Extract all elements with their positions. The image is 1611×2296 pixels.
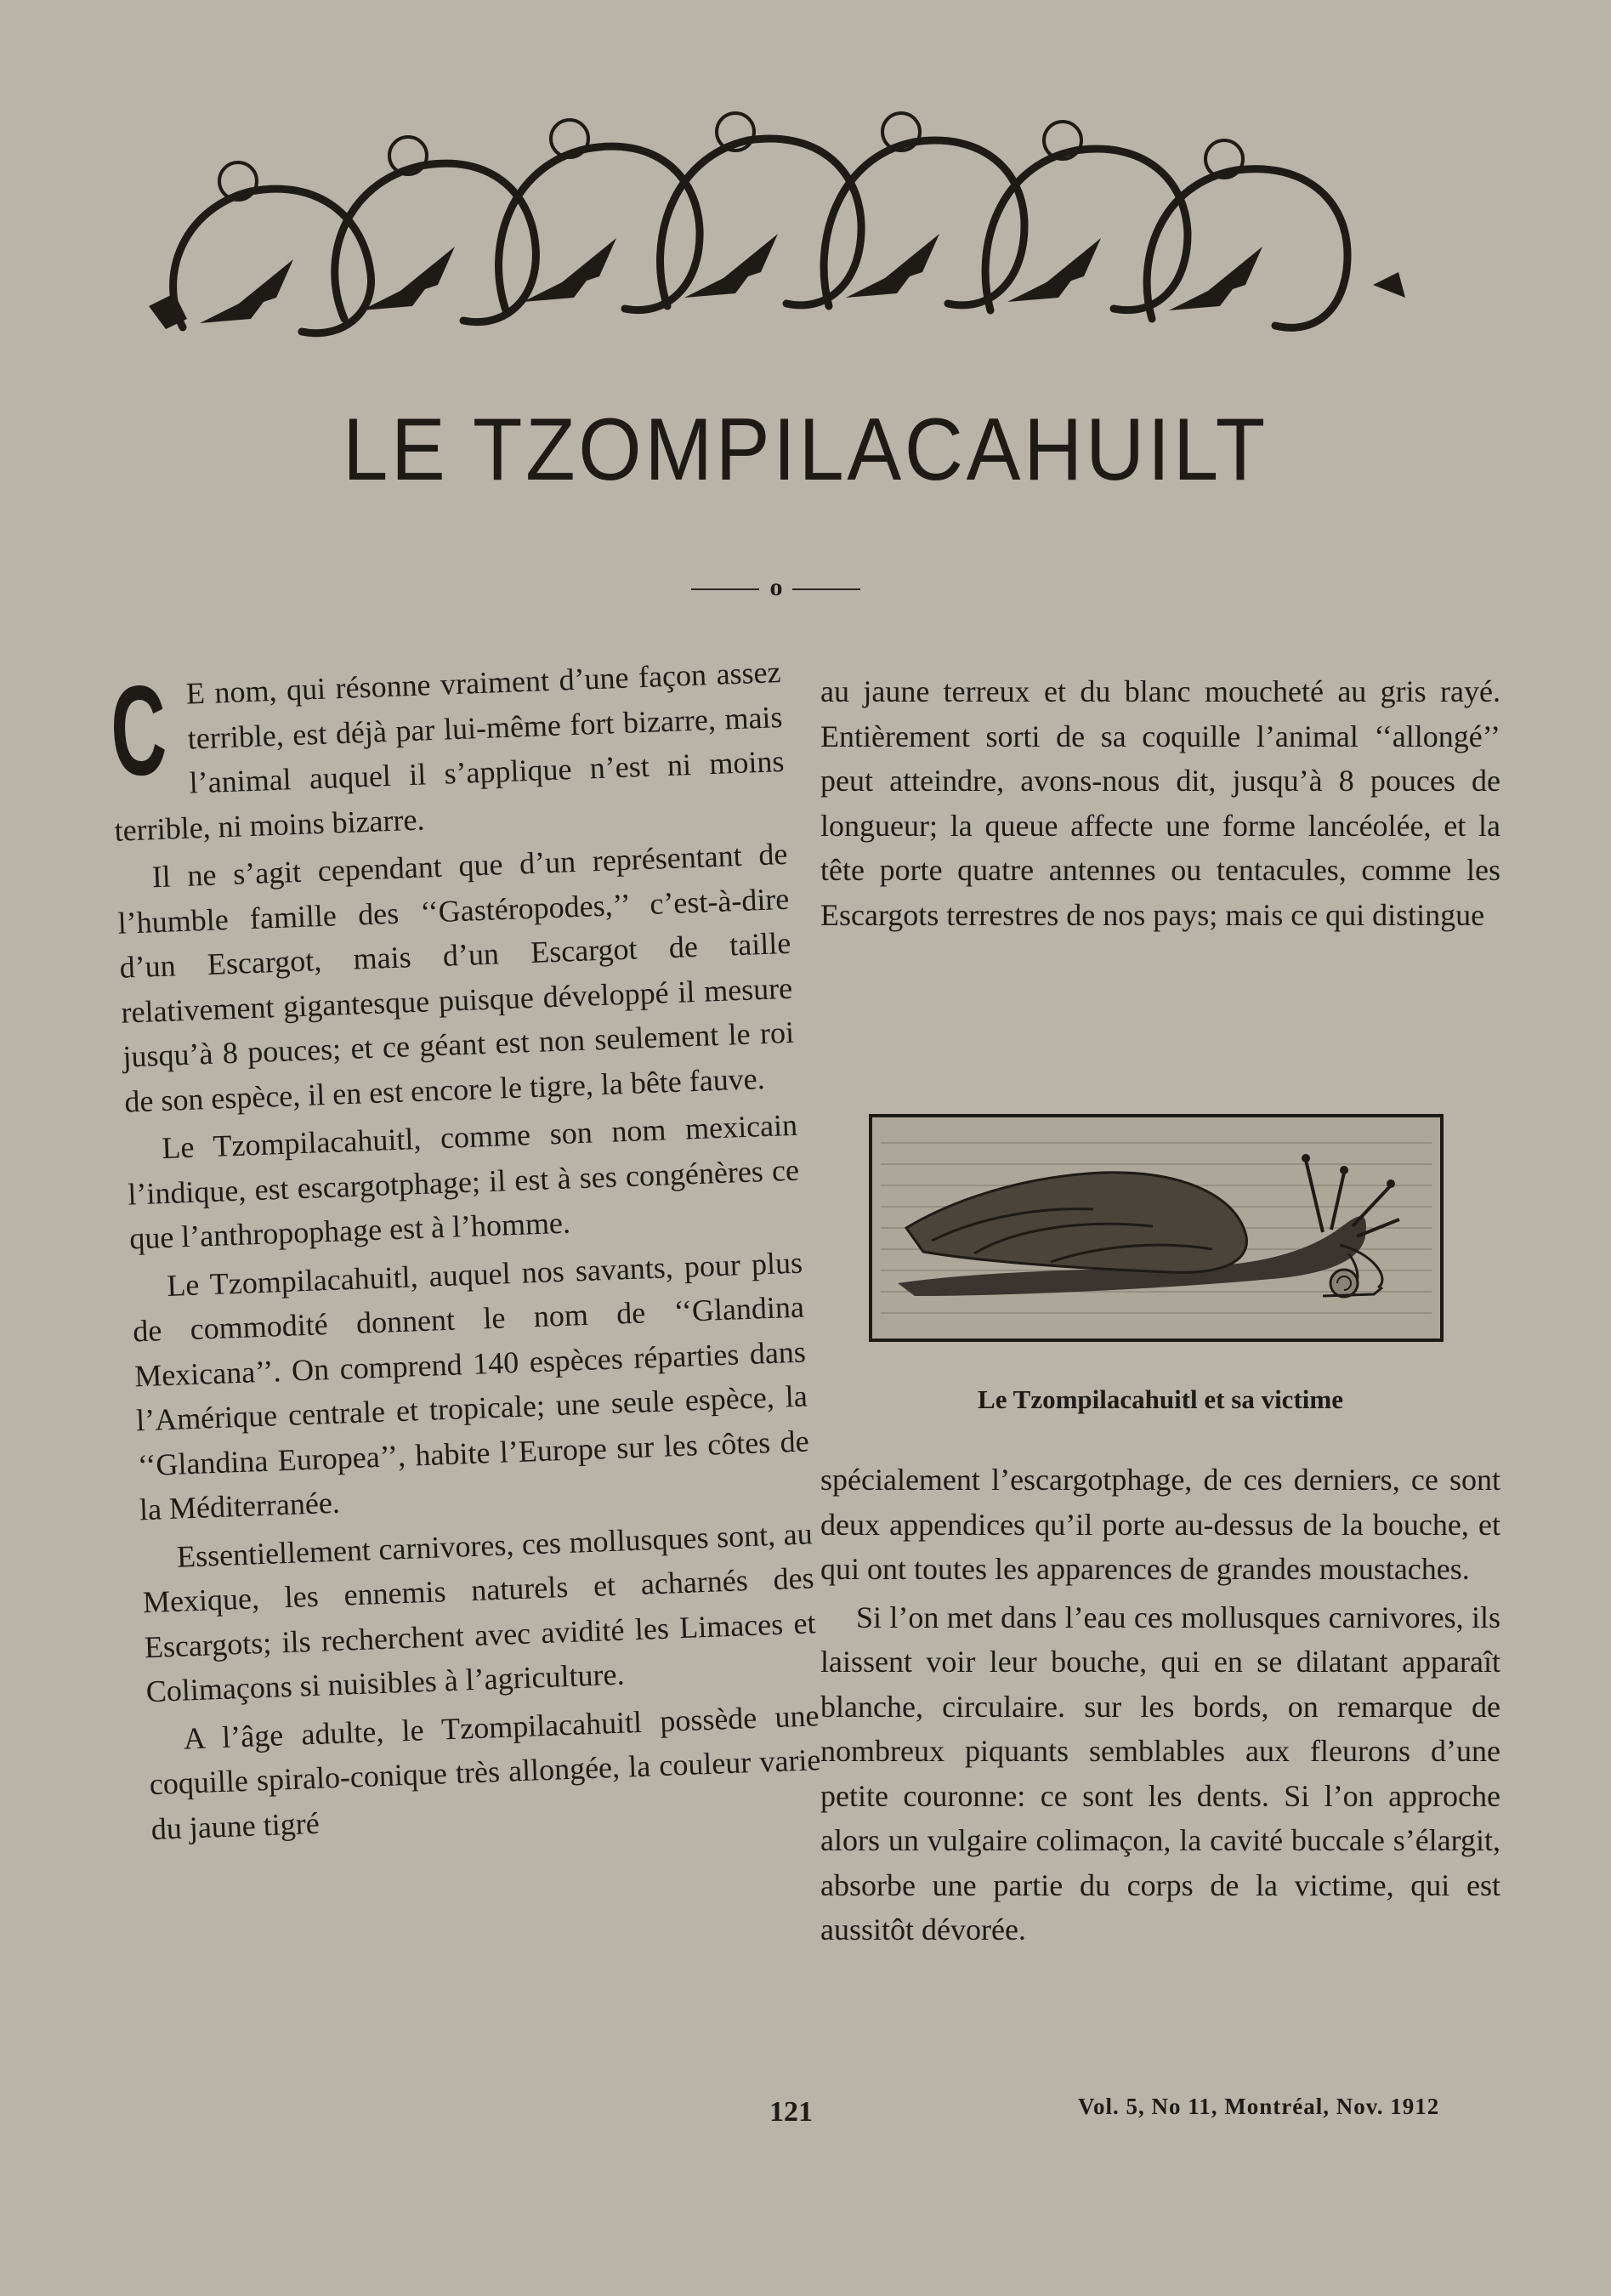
figure-caption: Le Tzompilacahuitl et sa victime: [978, 1384, 1343, 1414]
paragraph-text: E nom, qui résonne vraiment d’une façon assez terrible, est déjà par lui-même fort bizarre, mais l’animal auquel il s’applique n’est ni moins terrible, ni moins bizarre.: [113, 655, 786, 848]
paragraph: Il ne s’agit cependant que d’un représentant de l’humble famille des ‘‘Gastéropodes,’’ c’est-à-dire d’un Escargot, mais d’un Escargot de taille relativement gigantesque puisque développé il mesure jusqu’à 8 pouces; et ce géant est non seulement le roi de son espèce, il en est encore le tigre, la bête fauve.: [116, 836, 795, 1119]
divider-line-right: [792, 588, 860, 590]
right-column-top: [820, 669, 1500, 937]
snail-illustration: [869, 1114, 1444, 1342]
paragraph: [109, 650, 786, 853]
left-column: [109, 650, 823, 1851]
paragraph: au jaune terreux et du blanc moucheté au gris rayé. Entièrement sorti de sa coquille l’animal ‘‘allongé’’ peut atteindre, avons-nous dit, jusqu’à 8 pouces de longueur; la queue affecte une forme lancéolée, et la tête porte quatre antennes ou tentacules, comme les Escargots terrestres de nos pays; mais ce qui distingue: [820, 674, 1500, 932]
paragraph: spécialement l’escargotphage, de ces derniers, ce sont deux appendices qu’il porte au-dessus de la bouche, et qui ont toutes les apparences de grandes moustaches.: [820, 1463, 1500, 1586]
paragraph: Le Tzompilacahuitl, comme son nom mexicain l’indique, est escargotphage; il est à ses congénères ce que l’anthropophage est à l’homme.: [127, 1107, 800, 1256]
page-number: 121: [769, 2096, 813, 2128]
paragraph: Le Tzompilacahuitl, auquel nos savants, pour plus de commodité donnent le nom de ‘‘Glandina Mexicana’’. On comprend 140 espèces réparties dans l’Amérique centrale et tropicale; une seule espèce, la ‘‘Glandina Europea’’, habite l’Europe sur les côtes de la Méditerranée.: [132, 1245, 810, 1527]
right-column-bottom: [820, 1458, 1500, 1952]
issue-info: Vol. 5, No 11, Montréal, Nov. 1912: [1078, 2094, 1440, 2119]
snail-engraving-icon: [881, 1126, 1432, 1330]
floral-ornament-header: [149, 106, 1407, 361]
drop-cap: C: [108, 657, 169, 803]
paragraph: A l’âge adulte, le Tzompilacahuitl possède une coquille spiralo-conique très allongée, la couleur varie du jaune tigré: [149, 1697, 822, 1846]
title-divider: [684, 573, 867, 602]
divider-ornament: o: [769, 573, 783, 601]
article-title: LE TZOMPILACAHUILT: [343, 401, 1268, 499]
paragraph: Essentiellement carnivores, ces mollusques sont, au Mexique, les ennemis naturels et acharnés des Escargots; ils recherchent avec avidité les Limaces et Colimaçons si nuisibles à l’agriculture.: [142, 1515, 817, 1709]
divider-line-left: [691, 588, 759, 590]
paragraph: Si l’on met dans l’eau ces mollusques carnivores, ils laissent voir leur bouche, qui en se dilatant apparaît blanche, circulaire. sur les bords, on remarque de nombreux piquants semblables aux fleurons d’une petite couronne: ce sont les dents. Si l’on approche alors un vulgaire colimaçon, la cavité buccale s’élargit, absorbe une partie du corps de la victime, qui est aussitôt dévorée.: [820, 1600, 1500, 1946]
